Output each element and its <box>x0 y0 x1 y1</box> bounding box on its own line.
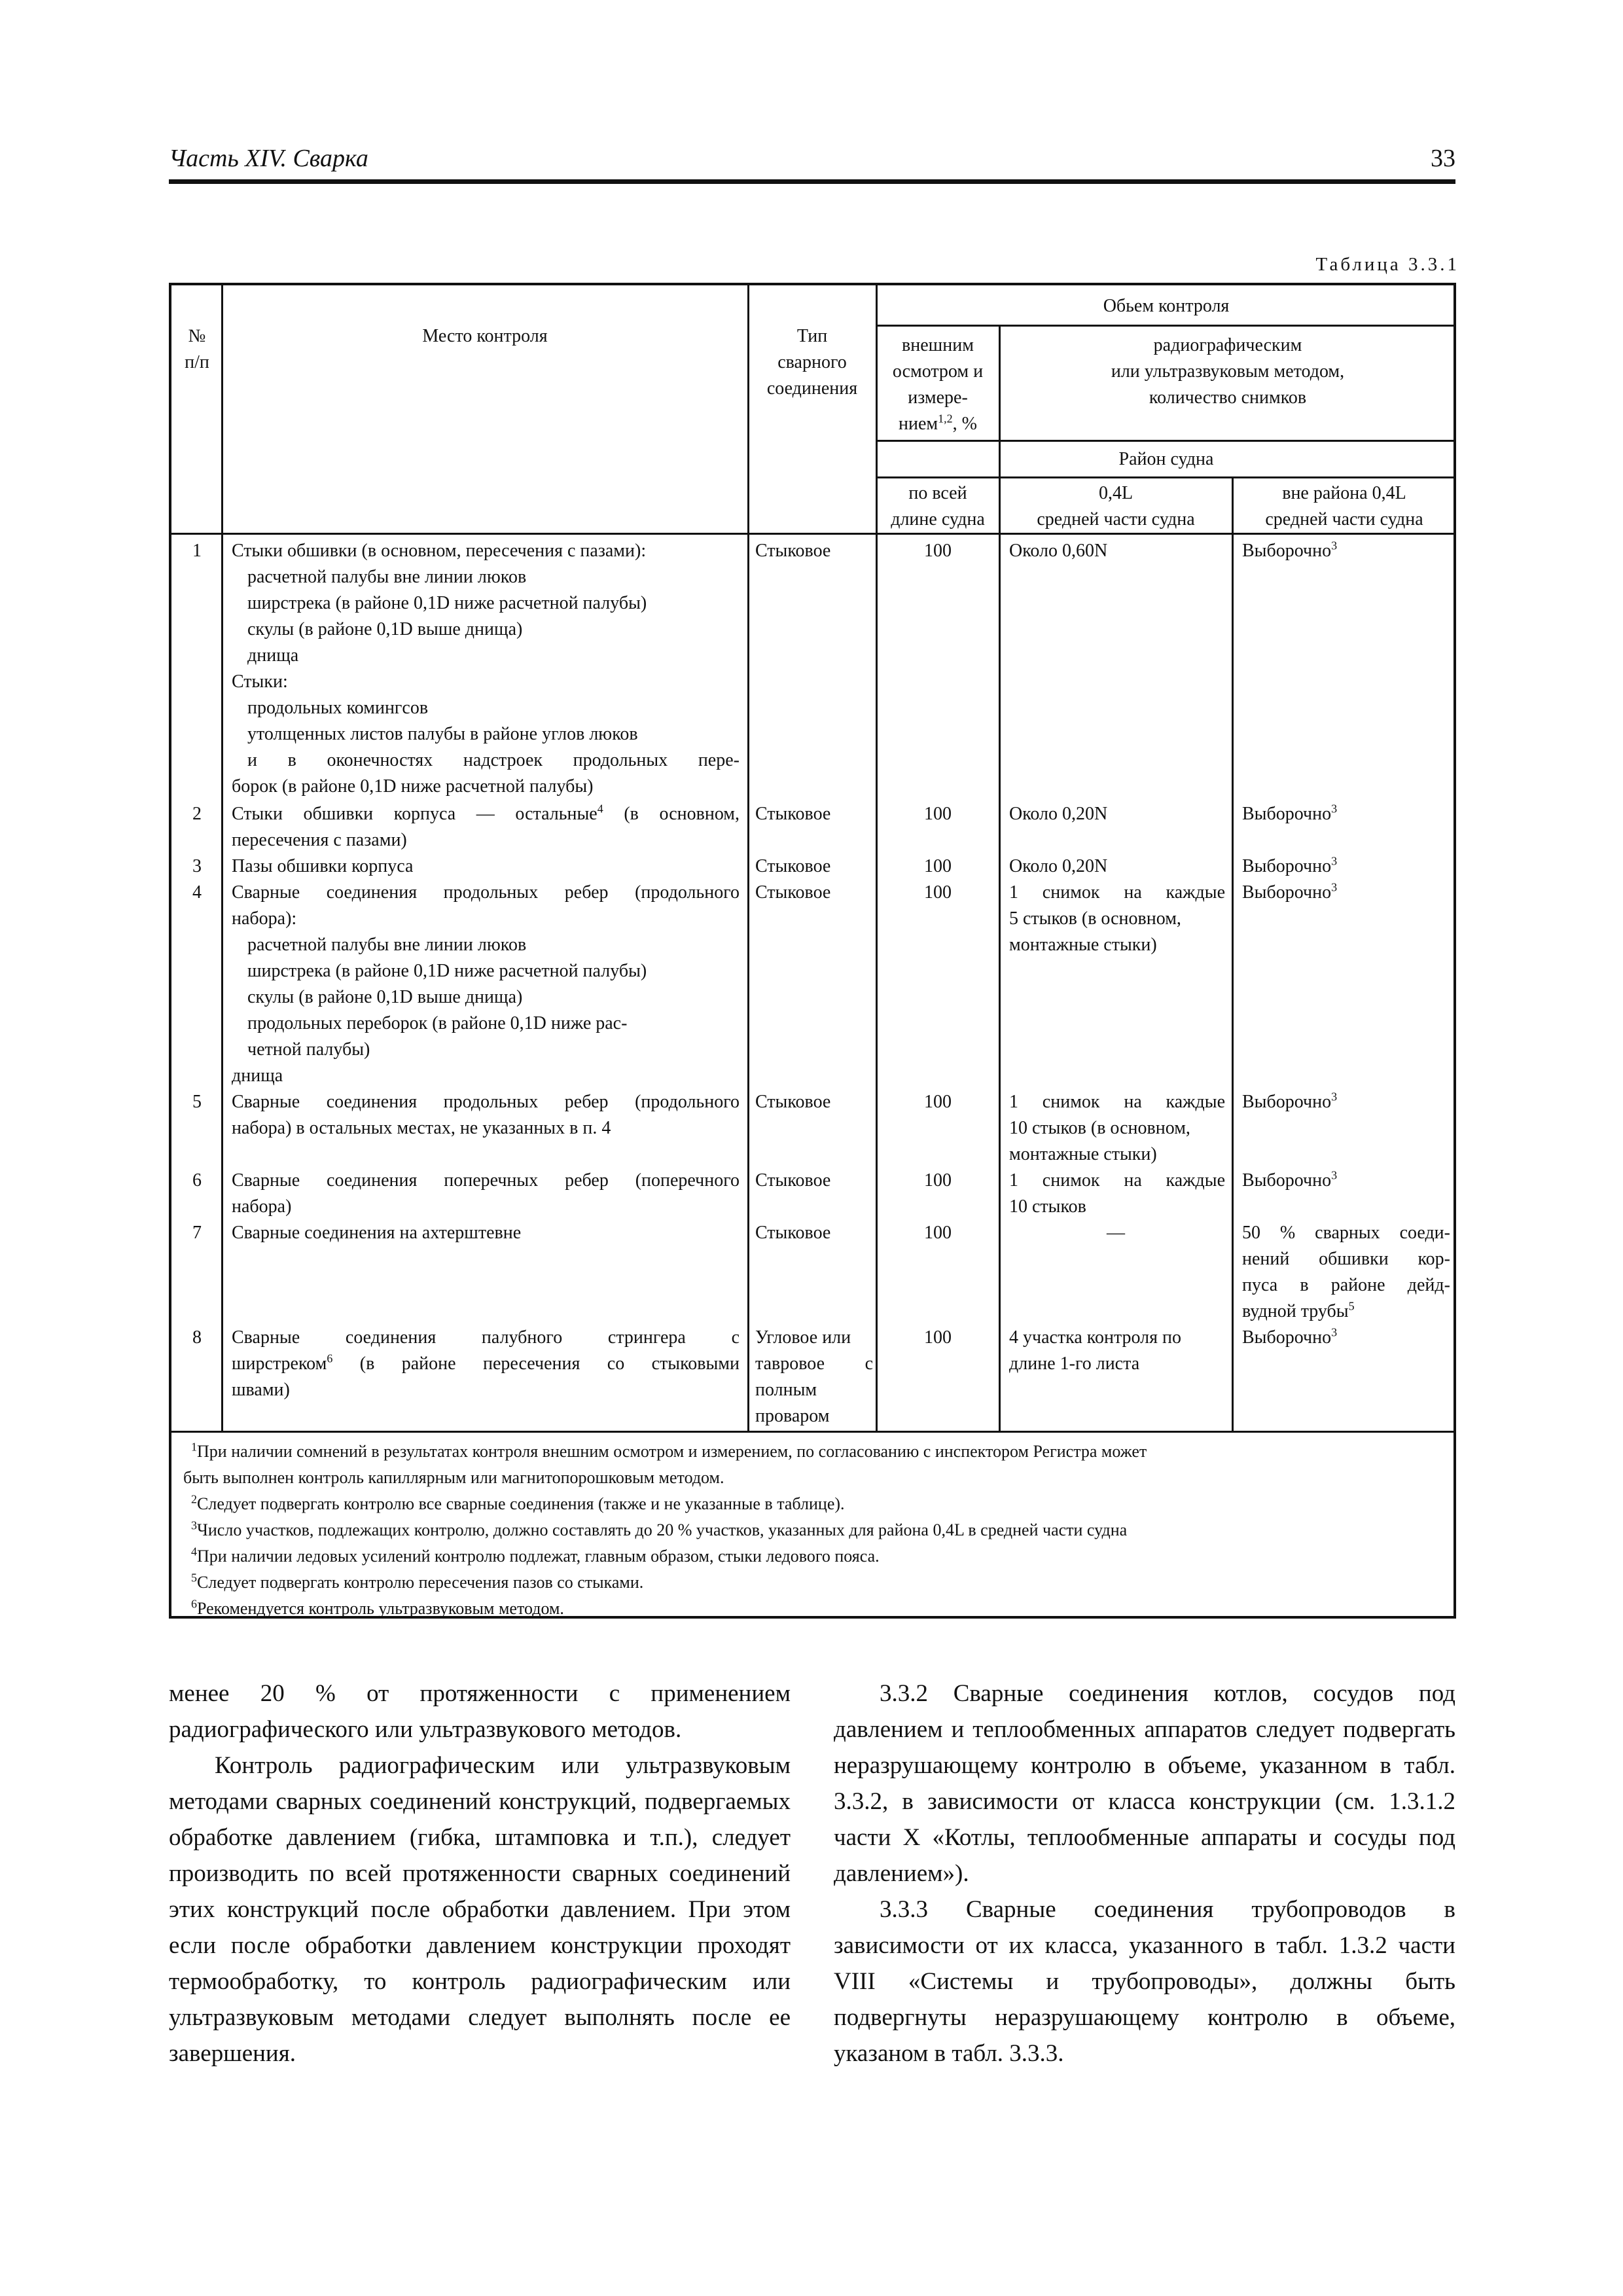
place-line: ширстрека (в районе 0,1D ниже расчетной палубы) <box>247 961 647 981</box>
place-line: Стыки обшивки (в основном, пересечения с пазами): <box>232 541 647 561</box>
mid-line: 1 снимок на каждые <box>1009 1170 1225 1191</box>
footnote: $^5$Следует подвергать контролю пересечения пазов со стыками. <box>191 1571 644 1592</box>
col-divider <box>999 325 1001 1431</box>
col-number-header <box>174 323 220 376</box>
outside-line: вудной трубы$^5$ <box>1242 1299 1355 1321</box>
place-line: утолщенных листов палубы в районе углов люков <box>247 724 638 744</box>
row-outside: Выборочно$^3$ <box>1242 880 1338 903</box>
mid-line: монтажные стыки) <box>1009 1144 1157 1164</box>
place-line: расчетной палубы вне линии люков <box>247 935 527 955</box>
place-line: набора): <box>232 908 297 929</box>
full-length-header <box>878 480 997 533</box>
paragraph: менее 20 % от протяженности с применением радиографического или ультразвукового методов. <box>169 1680 791 1743</box>
footnote: $^6$Рекомендуется контроль ультразвуковым методом. <box>191 1597 564 1618</box>
radio-line: количество снимков <box>1149 387 1307 408</box>
mid-line: 4 участка контроля по <box>1009 1327 1181 1348</box>
radio-line: радиографическим <box>1153 335 1302 355</box>
right-column <box>834 1676 1455 2072</box>
place-line: днища <box>247 645 299 666</box>
outside-line: 50 % сварных соеди- <box>1242 1223 1450 1243</box>
place-line: скулы (в районе 0,1D выше днища) <box>247 987 523 1007</box>
radio-header <box>1001 332 1454 411</box>
row-outside <box>1242 1220 1450 1325</box>
mid-04l-header <box>1001 480 1230 533</box>
row-place <box>232 1168 740 1220</box>
row-visual: 100 <box>924 882 952 903</box>
outside-line: пуса в районе дейд- <box>1242 1275 1450 1295</box>
place-line: ширстрека (в районе 0,1D ниже расчетной палубы) <box>247 593 647 613</box>
place-line: набора) в остальных местах, не указанных в п. 4 <box>232 1118 611 1138</box>
row-number: 7 <box>192 1223 202 1243</box>
footnote: $^4$При наличии ледовых усилений контролю подлежат, главным образом, стыки ледового пояса. <box>191 1545 880 1566</box>
row-visual: 100 <box>924 1092 952 1112</box>
visual-header <box>878 332 997 437</box>
mid-line: 10 стыков (в основном, <box>1009 1118 1190 1138</box>
footnote: $^3$Число участков, подлежащих контролю, должно составлять до 20 % участков, указанных для района 0,4L в средней части судна <box>191 1518 1128 1539</box>
mid-line: 1 снимок на каждые <box>1009 882 1225 903</box>
visual-line: измере- <box>908 387 968 408</box>
visual-line: внешним <box>902 335 974 355</box>
volume-header: Обьем контроля <box>1103 296 1230 316</box>
row-type: Стыковое <box>755 1170 831 1191</box>
row-place <box>232 538 740 800</box>
row-place <box>232 880 740 1089</box>
col-type-header <box>750 323 874 402</box>
col-number-line: № <box>188 326 206 346</box>
col-type-line: сварного <box>777 352 847 372</box>
left-column <box>169 1676 791 2072</box>
row-mid: Около 0,60N <box>1009 541 1108 561</box>
col-divider <box>1232 476 1234 1431</box>
running-header <box>169 143 1455 184</box>
row-divider <box>876 325 1456 327</box>
header-line: средней части судна <box>1037 509 1195 529</box>
place-line: Сварные соединения поперечных ребер (поперечного <box>232 1170 740 1191</box>
place-line: Сварные соединения продольных ребер (продольного <box>232 882 740 903</box>
header-line: 0,4L <box>1098 483 1133 503</box>
type-line: Угловое или <box>755 1327 851 1348</box>
place-line: Сварные соединения продольных ребер (продольного <box>232 1092 740 1112</box>
col-place-header: Место контроля <box>422 326 548 346</box>
place-line: набора) <box>232 1196 292 1217</box>
header-line: вне района 0,4L <box>1282 483 1406 503</box>
mid-line: 10 стыков <box>1009 1196 1086 1217</box>
paragraph: Контроль радиографическим или ультразвуковым методами сварных соединений конструкций, подвергаемых обработке давлением (гибка, штамповка и т.п.), следует производить по всей протяженности сварных соединений этих конструкций после обработки давлением. При этом если после обработки давлением конструкции проходят термообработку, то контроль радиографическим или ультразвуковым методами следует выполнять после ее завершения. <box>169 1752 791 2067</box>
row-visual: 100 <box>924 1223 952 1243</box>
row-number: 8 <box>192 1327 202 1348</box>
outside-line: нений обшивки кор- <box>1242 1249 1450 1269</box>
row-place <box>232 801 740 853</box>
place-line: швами) <box>232 1380 290 1400</box>
row-outside: Выборочно$^3$ <box>1242 1090 1338 1112</box>
type-line: полным <box>755 1380 817 1400</box>
row-number: 3 <box>192 856 202 876</box>
page-number: 33 <box>1431 145 1455 172</box>
row-divider <box>876 476 1456 478</box>
row-visual: 100 <box>924 804 952 824</box>
col-type-line: Тип <box>796 326 828 346</box>
row-outside: Выборочно$^3$ <box>1242 1325 1338 1348</box>
place-line: четной палубы) <box>247 1039 370 1060</box>
row-mid: — <box>1107 1223 1125 1243</box>
row-mid <box>1009 1325 1226 1377</box>
place-line: днища <box>232 1066 283 1086</box>
footnote: $^1$При наличии сомнений в результатах контроля внешним осмотром и измерением, по согласованию с инспектором Регистра может <box>191 1440 1147 1461</box>
row-place <box>232 1325 740 1403</box>
visual-line: нием$^{1,2}$, % <box>899 412 977 434</box>
place-line: расчетной палубы вне линии люков <box>247 567 527 587</box>
row-outside: Выборочно$^3$ <box>1242 854 1338 876</box>
type-line: проваром <box>755 1406 830 1426</box>
row-place <box>232 1089 740 1141</box>
row-visual: 100 <box>924 1327 952 1348</box>
row-place: Сварные соединения на ахтерштевне <box>232 1223 522 1243</box>
area-header: Район судна <box>1118 449 1214 469</box>
place-line: продольных переборок (в районе 0,1D ниже рас- <box>247 1013 628 1033</box>
visual-line: осмотром и <box>892 361 984 382</box>
col-number-line: п/п <box>185 352 209 372</box>
row-number: 4 <box>192 882 202 903</box>
row-outside: Выборочно$^3$ <box>1242 802 1338 824</box>
footnote: $^2$Следует подвергать контролю все сварные соединения (также и не указанные в таблице). <box>191 1492 845 1513</box>
col-type-line: соединения <box>766 378 858 399</box>
row-number: 5 <box>192 1092 202 1112</box>
place-line: продольных комингсов <box>247 698 429 718</box>
row-number: 2 <box>192 804 202 824</box>
header-line: по всей <box>908 483 967 503</box>
place-line: пересечения с пазами) <box>232 830 407 850</box>
row-type <box>755 1325 873 1429</box>
row-type: Стыковое <box>755 1092 831 1112</box>
mid-line: 5 стыков (в основном, <box>1009 908 1181 929</box>
place-line: Сварные соединения палубного стрингера с <box>232 1327 740 1348</box>
row-type: Стыковое <box>755 541 831 561</box>
row-type: Стыковое <box>755 856 831 876</box>
header-bottom-rule <box>171 533 1456 535</box>
row-outside: Выборочно$^3$ <box>1242 539 1338 561</box>
header-line: длине судна <box>891 509 985 529</box>
place-line: ширстреком$^6$ (в районе пересечения со стыковыми <box>232 1352 740 1374</box>
mid-line: монтажные стыки) <box>1009 935 1157 955</box>
row-visual: 100 <box>924 541 952 561</box>
row-divider <box>876 440 1456 442</box>
mid-line: длине 1-го листа <box>1009 1354 1140 1374</box>
paragraph: 3.3.3 Сварные соединения трубопроводов в зависимости от их класса, указанного в табл. 1.3.2 части VIII «Системы и трубопроводы», должны быть подвергнуты неразрушающему контролю в объеме, указаном в табл. 3.3.3. <box>834 1896 1455 2067</box>
footnote: быть выполнен контроль капиллярным или магнитопорошковым методом. <box>183 1468 724 1487</box>
place-line: Стыки: <box>232 672 288 692</box>
row-visual: 100 <box>924 1170 952 1191</box>
row-type: Стыковое <box>755 1223 831 1243</box>
row-number: 1 <box>192 541 202 561</box>
place-line: борок (в районе 0,1D ниже расчетной палубы) <box>232 776 594 797</box>
type-line: тавровое с <box>755 1354 873 1374</box>
row-outside: Выборочно$^3$ <box>1242 1168 1338 1191</box>
row-mid <box>1009 880 1225 958</box>
col-divider <box>221 285 223 1431</box>
outside-04l-header <box>1234 480 1454 533</box>
place-line: Стыки обшивки корпуса — остальные$^4$ (в основном, <box>232 802 740 824</box>
row-type: Стыковое <box>755 804 831 824</box>
radio-line: или ультразвуковым методом, <box>1111 361 1345 382</box>
table-3-3-1 <box>169 283 1456 1619</box>
row-mid: Около 0,20N <box>1009 856 1108 876</box>
place-line: и в оконечностях надстроек продольных пере- <box>247 750 740 770</box>
row-mid: Около 0,20N <box>1009 804 1108 824</box>
row-number: 6 <box>192 1170 202 1191</box>
row-visual: 100 <box>924 856 952 876</box>
col-divider <box>747 285 749 1431</box>
table-body-bottom-rule <box>171 1431 1456 1433</box>
place-line: скулы (в районе 0,1D выше днища) <box>247 619 523 639</box>
row-mid <box>1009 1089 1225 1168</box>
col-divider <box>876 285 878 1431</box>
row-mid <box>1009 1168 1225 1220</box>
mid-line: 1 снимок на каждые <box>1009 1092 1225 1112</box>
header-line: средней части судна <box>1265 509 1423 529</box>
table-caption: Таблица 3.3.1 <box>1315 254 1459 275</box>
paragraph: 3.3.2 Сварные соединения котлов, сосудов под давлением и теплообменных аппаратов следует подвергать неразрушающему контролю в объеме, указанном в табл. 3.3.2, в зависимости от класса конструкции (см. 1.3.1.2 части X «Котлы, теплообменные аппараты и сосуды под давлением»). <box>834 1680 1455 1887</box>
row-type: Стыковое <box>755 882 831 903</box>
row-place: Пазы обшивки корпуса <box>232 856 414 876</box>
part-title: Часть XIV. Сварка <box>169 145 368 172</box>
